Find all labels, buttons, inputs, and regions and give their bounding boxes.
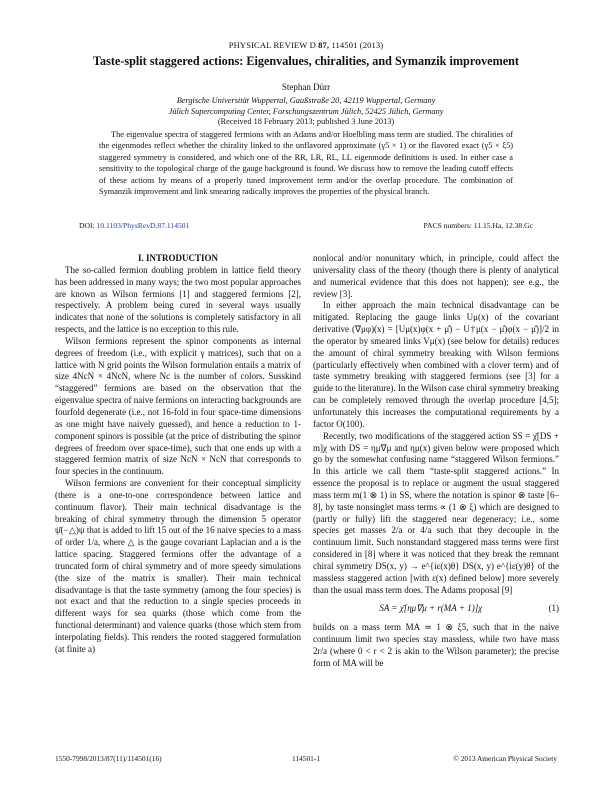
abstract: The eigenvalue spectra of staggered fermions with an Adams and/or Hoelbling mass term are studied. The chiralities of the eigenmodes reflect whether the chirality linked to the unflavored approximate (γ5 × 1) or the flavored exact (γ5 × ξ5) staggered symmetry is considered, and which one of the RR, LR, RL, LL eigenmode definitions is used. In either case a sensitivity to the topological charge of the gauge background is found. We discuss how to remove the leading cutoff effects of these actions by means of a properly tuned improvement term and/or the overlap procedure. The combination of Symanzik improvement and link smearing radically improves the properties of the physical branch. bbox=[99, 130, 513, 197]
paragraph: builds on a mass term MA ≃ 1 ⊗ ξ5, such that in the naive continuum limit two species stay massless, while two have mass 2r/a (where 0 < r < 2 is akin to the Wilson parameter); the precise form of MA will be bbox=[313, 622, 559, 668]
doi-label: DOI: bbox=[79, 221, 95, 230]
journal-header bbox=[0, 40, 612, 50]
left-column bbox=[55, 253, 301, 656]
journal-name: PHYSICAL REVIEW D bbox=[228, 40, 316, 50]
footer-page-number: 114501-1 bbox=[291, 754, 321, 763]
paragraph: Wilson fermions are convenient for their conceptual simplicity (there is a one-to-one correspondence between lattice and continuum flavor). Their main technical disadvantage is the breaking of chiral symmetry through the dimension 5 operator ψ̄(−△)ψ that is added to lift 15 out of the 16 naive species to a mass of order 1/a, where △ is the gauge covariant Laplacian and a is the lattice spacing. Staggered fermions offer the advantage of a truncated form of chiral symmetry and of more speedy simulations (the size of the matrix is smaller). Their main technical disadvantage is that the taste symmetry (among the four species) is not exact and that the reduction to a single species proceeds in different ways for sea quarks (those which come from the functional determinant) and valence quarks (those which stem from interpolating fields). This renders the rooted staggered formulation (at finite a) bbox=[55, 478, 301, 654]
equation-number: (1) bbox=[548, 603, 559, 614]
footer-issn: 1550-7998/2013/87(11)/114501(16) bbox=[55, 754, 162, 763]
section-heading: I. INTRODUCTION bbox=[137, 253, 218, 263]
received-dates: (Received 18 February 2013; published 3 June 2013) bbox=[217, 117, 395, 126]
paragraph: The so-called fermion doubling problem in lattice field theory has been addressed in many ways; the two most popular approaches are known as Wilson fermions [1] and staggered fermions [2], respectively. A problem being cured in several ways usually indicates that none of the solutions is completely satisfactory in all respects, and the lattice is no exception to this rule. bbox=[55, 264, 301, 335]
equation-1 bbox=[313, 603, 559, 615]
paragraph: nonlocal and/or nonunitary which, in principle, could affect the universality class of the theory (though there is plenty of analytical and numerical evidence that this does not happen); see e.g., the review [3]. bbox=[313, 253, 559, 299]
doi-link[interactable]: 10.1103/PhysRevD.87.114501 bbox=[96, 221, 190, 230]
affiliation-1: Bergische Universität Wuppertal, Gaußstraße 20, 42119 Wuppertal, Germany bbox=[176, 96, 436, 105]
paragraph: Wilson fermions represent the spinor components as internal degrees of freedom (i.e., with explicit γ matrices), such that on a lattice with N grid points the Wilson formulation entails a matrix of size 4NcN × 4NcN, where Nc is the number of colors. Susskind “staggered” fermions are based on the observation that the eigenvalue spectra of naive fermions on interacting backgrounds are fourfold degenerate (i.e., not 16-fold in four space-time dimensions as one might have naively guessed), and hence a reduction to 1-component spinors is possible (at the price of distributing the spinor degrees of freedom over space-time), such that one ends up with a staggered fermion matrix of size NcN × NcN that corresponds to four species in the continuum. bbox=[55, 335, 301, 477]
author-name: Stephan Dürr bbox=[281, 82, 331, 92]
article-number: 114501 (2013) bbox=[331, 40, 384, 50]
journal-volume: 87, bbox=[318, 40, 330, 50]
doi-line bbox=[79, 221, 189, 230]
affiliation-2: Jülich Supercomputing Center, Forschungszentrum Jülich, 52425 Jülich, Germany bbox=[168, 107, 444, 116]
paragraph: Recently, two modifications of the staggered action SS = χ̄[DS + m]χ with DS = ημ∇μ and ημ(x) given below were proposed which go by the somewhat confusing name “staggered Wilson fermions.” In this article we call them “taste-split staggered actions.” In essence the proposal is to replace or augment the usual staggered mass term m(1 ⊗ 1) in SS, where the notation is spinor ⊗ taste [6–8], by taste nonsinglet mass terms ∝ (1 ⊗ ξ) which are designed to (partly or fully) lift the staggered near degeneracy; i.e., some species get masses 2/a or 4/a such that they decouple in the continuum limit. Such nonstandard staggered mass terms were first considered in [8] where it was noticed that they break the remnant chiral symmetry DS(x, y) → e^{iε(x)θ} DS(x, y) e^{iε(y)θ} of the massless staggered action [with ε(x) defined below] more severely than the usual mass term does. The Adams proposal [9] bbox=[313, 430, 559, 595]
equation-body: SA = χ̄[ημ∇μ + r(MA + 1)]χ bbox=[379, 603, 483, 614]
paper-title: Taste-split staggered actions: Eigenvalues, chiralities, and Symanzik improvement bbox=[92, 54, 519, 68]
paragraph: In either approach the main technical disadvantage can be mitigated. Replacing the gauge links Uμ(x) of the covariant derivative (∇μφ)(x) = [Uμ(x)φ(x + μ̂) − U†μ(x − μ̂)φ(x − μ̂)]/2 in the operator by smeared links Vμ(x) (see below for details) reduces the amount of chiral symmetry breaking with Wilson fermions (particularly effectively when combined with a clover term) and of taste symmetry breaking with staggered fermions (see [3] for a guide to the literature). In the Wilson case chiral symmetry breaking can be completely removed through the overlap procedure [4,5]; unfortunately this increases the computational requirements by a factor O(100). bbox=[313, 300, 559, 429]
right-column bbox=[313, 253, 559, 670]
footer-copyright: © 2013 American Physical Society bbox=[453, 754, 557, 763]
pacs-numbers: PACS numbers: 11.15.Ha, 12.38.Gc bbox=[423, 221, 533, 230]
